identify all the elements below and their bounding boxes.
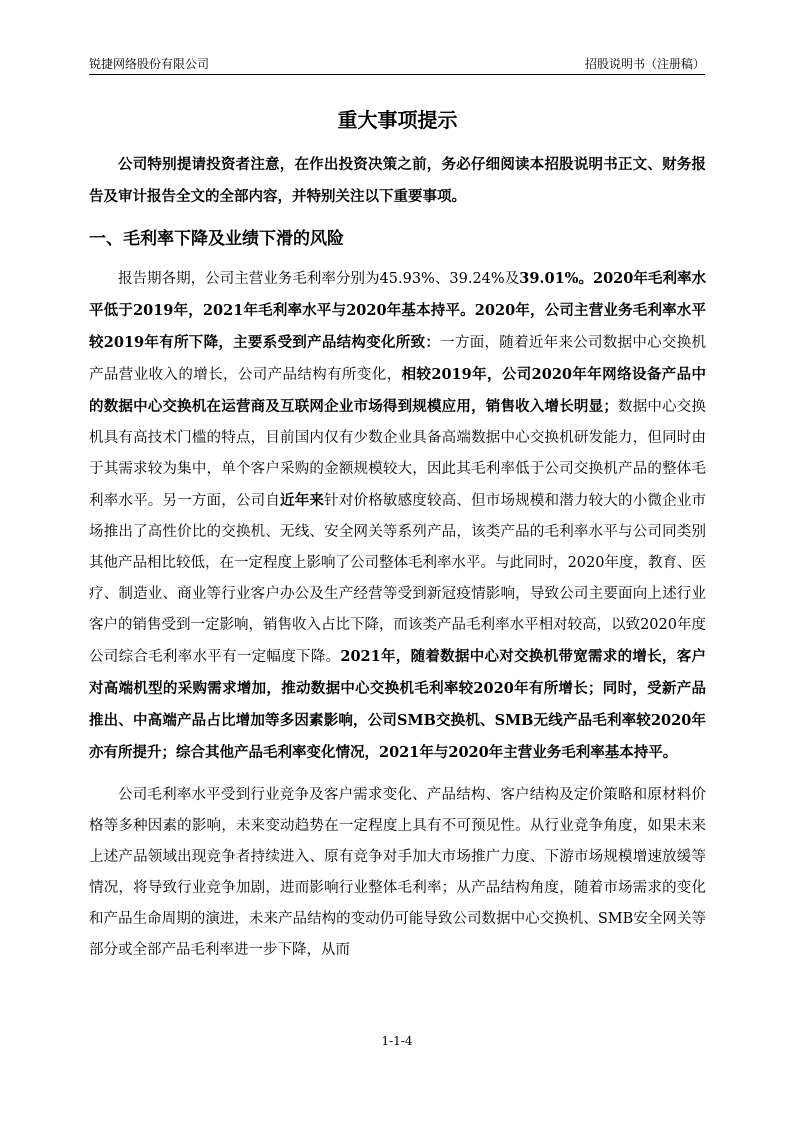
header-document-type: 招股说明书（注册稿） (584, 57, 705, 71)
header-company-name: 锐捷网络股份有限公司 (89, 57, 210, 71)
section-heading-1: 一、毛利率下降及业绩下滑的风险 (89, 229, 344, 249)
section1-paragraph-1 (89, 263, 706, 769)
p1-segment-1: 报告期各期，公司主营业务毛利率分别为45.93%、39.24%及 (118, 271, 520, 287)
intro-paragraph: 公司特别提请投资者注意，在作出投资决策之前，务必仔细阅读本招股说明书正文、财务报告及审计报告全文的全部内容，并特别关注以下重要事项。 (89, 156, 706, 205)
p1-segment-8: 2021年，随着数据中心对交换机带宽需求的增长，客户对高端机型的采购需求增加，推动数据中心交换机毛利率较2020年有所增长；同时，受新产品推出、中高端产品占比增加等多因素影响，公司SMB交换机、SMB无线产品毛利率较2020年亦有所提升；综合其他产品毛利率变化情况，2021年与2020年主营业务毛利率基本持平。 (89, 648, 706, 761)
p1-segment-3: 一方面，随着近年来公司数据中心交换机产品营业收入的增长，公司产品结构有所变化， (89, 335, 706, 383)
header-divider (89, 74, 705, 75)
page-header (89, 55, 705, 73)
p1-segment-2: 39.01%。2020年毛利率水平低于2019年，2021年毛利率水平与2020年基本持平。2020年，公司主营业务毛利率水平较2019年有所下降，主要系受到产品结构变化所致： (89, 270, 706, 351)
p1-segment-5: 数据中心交换机具有高技术门槛的特点，目前国内仅有少数企业具备高端数据中心交换机研发能力，但同时由于其需求较为集中，单个客户采购的金额规模较大，因此其毛利率低于公司交换机产品的整体毛利率水平。另一方面，公司自 (89, 399, 706, 509)
p1-segment-7: 针对价格敏感度较高、但市场规模和潜力较大的小微企业市场推出了高性价比的交换机、无线、安全网关等系列产品，该类产品的毛利率水平与公司同类别其他产品相比较低，在一定程度上影响了公司整体毛利率水平。与此同时，2020年度，教育、医疗、制造业、商业等行业客户办公及生产经营等受到新冠疫情影响，导致公司主要面向上述行业客户的销售受到一定影响，销售收入占比下降，而该类产品毛利率水平相对较高，以致2020年度公司综合毛利率水平有一定幅度下降。 (89, 493, 707, 665)
page-content (89, 100, 706, 966)
page-title: 重大事项提示 (337, 108, 458, 132)
p1-segment-6: 近年来 (280, 492, 325, 509)
section1-paragraph-2: 公司毛利率水平受到行业竞争及客户需求变化、产品结构、客户结构及定价策略和原材料价格等多种因素的影响，未来变动趋势在一定程度上具有不可预见性。从行业竞争角度，如果未来上述产品领域出现竞争者持续进入、原有竞争对手加大市场推广力度、下游市场规模增速放缓等情况，将导致行业竞争加剧，进而影响行业整体毛利率；从产品结构角度，随着市场需求的变化和产品生命周期的演进，未来产品结构的变动仍可能导致公司数据中心交换机、SMB安全网关等部分或全部产品毛利率进一步下降，从而 (89, 787, 706, 958)
page-number: 1-1-4 (381, 1034, 413, 1048)
p1-segment-4: 相较2019年，公司2020年年网络设备产品中的数据中心交换机在运营商及互联网企业市场得到规模应用，销售收入增长明显； (89, 366, 706, 415)
